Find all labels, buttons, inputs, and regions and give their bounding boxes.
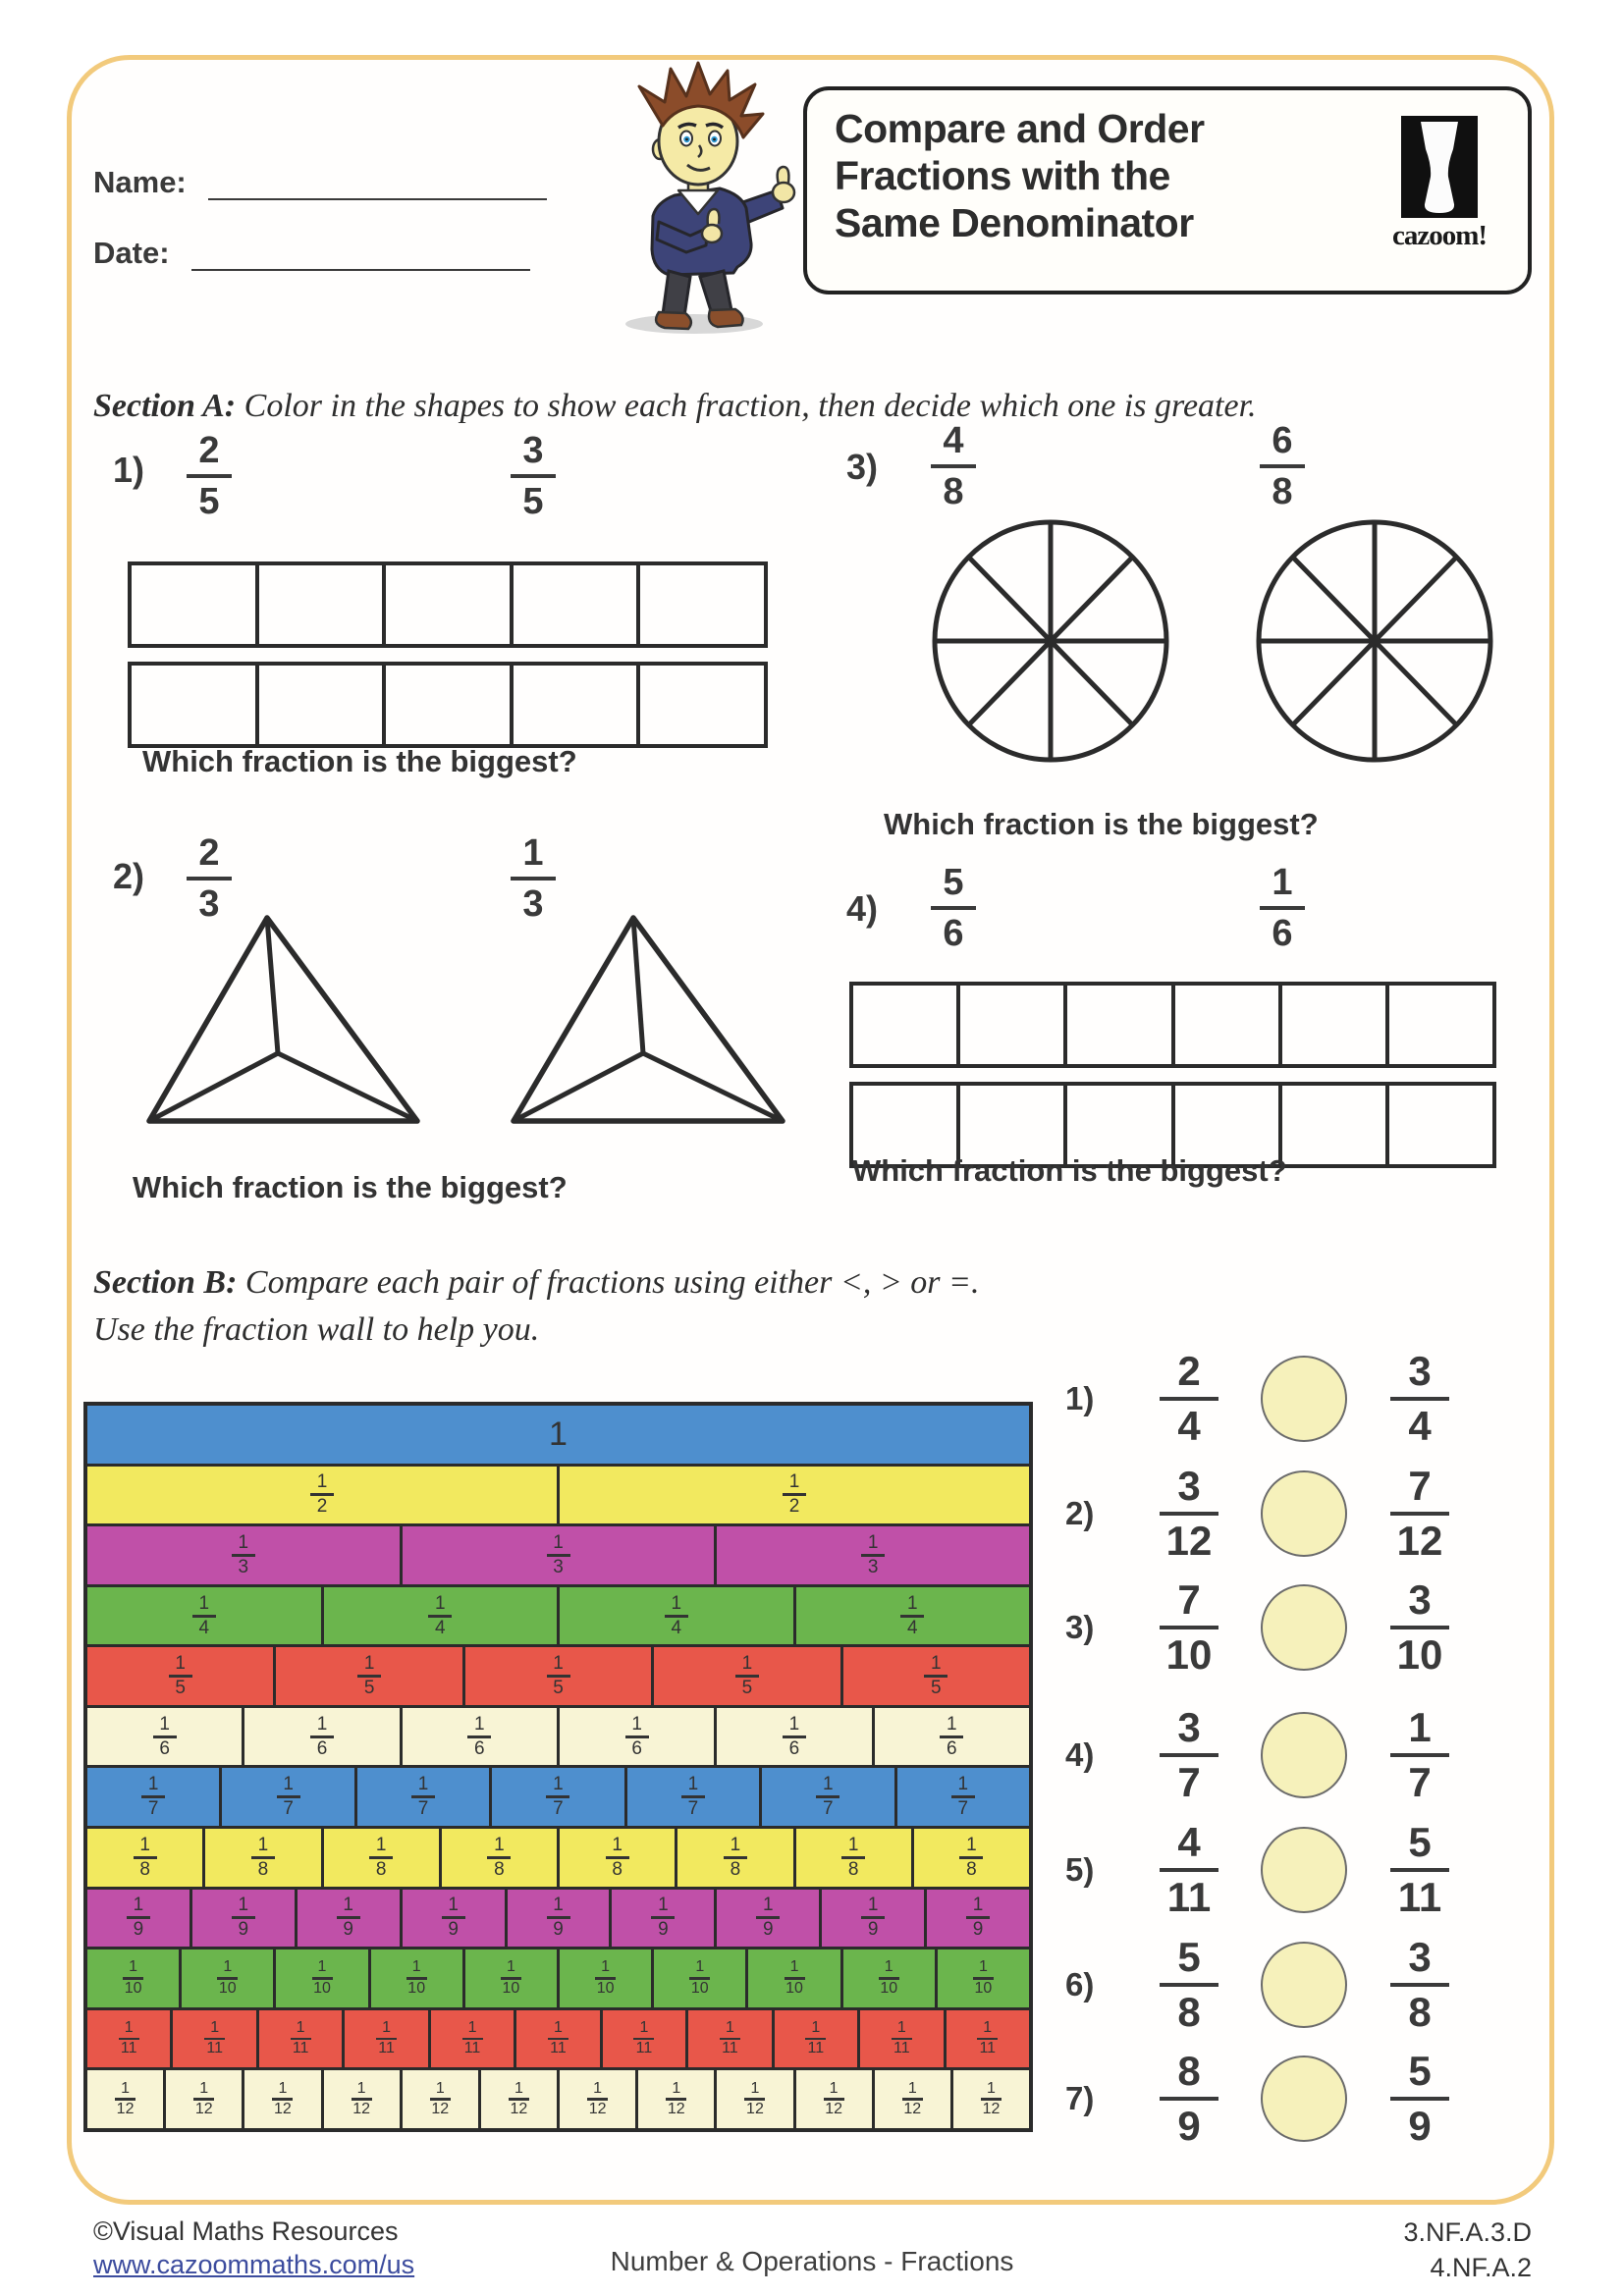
right-fraction: $\frac{5}{9}$ bbox=[1388, 2051, 1451, 2147]
wall-cell: 1 9 bbox=[609, 1890, 714, 1948]
bar-cell[interactable] bbox=[1282, 1086, 1389, 1164]
bar-cell[interactable] bbox=[386, 565, 514, 644]
problem-number: 2) bbox=[113, 856, 145, 896]
wall-cell: 1 8 bbox=[321, 1829, 439, 1887]
wall-row-1-5 bbox=[87, 1644, 1029, 1705]
problem-number: 6) bbox=[1065, 1966, 1095, 2002]
wall-cell: 1 11 bbox=[342, 2010, 427, 2068]
fraction-wall bbox=[83, 1402, 1033, 2132]
question-text: Which fraction is the biggest? bbox=[852, 1153, 1287, 1188]
wall-cell: 1 8 bbox=[557, 1829, 675, 1887]
wall-cell: 1 7 bbox=[894, 1768, 1029, 1826]
wall-row-1-8 bbox=[87, 1826, 1029, 1887]
wall-cell: 1 10 bbox=[179, 1949, 273, 2007]
wall-cell: 1 10 bbox=[462, 1949, 557, 2007]
right-fraction: $\frac{3}{4}$ bbox=[1388, 1351, 1451, 1447]
wall-cell: 1 bbox=[549, 1415, 568, 1453]
bar-cell[interactable] bbox=[259, 666, 387, 744]
wall-cell: 1 9 bbox=[87, 1890, 189, 1948]
answer-circle[interactable] bbox=[1261, 1712, 1347, 1798]
copyright-text: ©Visual Maths Resources bbox=[93, 2216, 399, 2246]
wall-cell: 1 12 bbox=[557, 2070, 635, 2128]
wall-cell: 1 11 bbox=[944, 2010, 1029, 2068]
wall-cell: 1 12 bbox=[793, 2070, 872, 2128]
wall-cell: 1 6 bbox=[557, 1708, 714, 1766]
problem-a2-shapes bbox=[128, 911, 835, 1132]
page-title: Compare and Order Fractions with the Same Denominator bbox=[835, 106, 1205, 245]
wall-cell: 1 8 bbox=[793, 1829, 911, 1887]
wall-cell: 1 9 bbox=[505, 1890, 610, 1948]
wall-cell: 1 5 bbox=[87, 1647, 273, 1705]
answer-circle[interactable] bbox=[1261, 1470, 1347, 1557]
wall-cell: 1 11 bbox=[428, 2010, 514, 2068]
wall-cell: 1 9 bbox=[189, 1890, 295, 1948]
wall-cell: 1 12 bbox=[116, 2079, 135, 2117]
wall-cell: 1 11 bbox=[256, 2010, 342, 2068]
problem-number: 1) bbox=[1065, 1380, 1095, 1416]
circle-8-parts[interactable] bbox=[935, 522, 1166, 760]
wall-cell: 1 4 bbox=[793, 1587, 1030, 1645]
wall-cell: 1 11 bbox=[772, 2010, 857, 2068]
compare-problem-2 bbox=[1065, 1463, 1488, 1565]
left-fraction: $\frac{2}{4}$ bbox=[1158, 1351, 1220, 1447]
wall-cell: 1 9 bbox=[819, 1890, 924, 1948]
circle-8-parts[interactable] bbox=[1259, 522, 1490, 760]
wall-cell: 1 10 bbox=[368, 1949, 462, 2007]
section-a-problem-1 bbox=[88, 432, 795, 795]
right-fraction: $\frac{3}{10}$ bbox=[1388, 1579, 1451, 1676]
compare-problem-5 bbox=[1065, 1819, 1488, 1921]
bar-cell[interactable] bbox=[853, 986, 960, 1064]
wall-cell: 1 7 bbox=[759, 1768, 893, 1826]
bar-cell[interactable] bbox=[1175, 986, 1282, 1064]
section-b-label: Section B: bbox=[93, 1264, 238, 1301]
wall-cell: 1 12 bbox=[872, 2070, 950, 2128]
problem-number: 4) bbox=[846, 888, 879, 929]
problem-number: 3) bbox=[846, 447, 879, 487]
wall-cell: 1 5 bbox=[462, 1647, 651, 1705]
wall-cell: 1 8 bbox=[202, 1829, 320, 1887]
left-fraction: 5 6 bbox=[931, 864, 976, 952]
right-fraction: 1 3 bbox=[511, 834, 556, 923]
wall-cell: 1 11 bbox=[857, 2010, 943, 2068]
bar-cell[interactable] bbox=[640, 666, 764, 744]
wall-cell: 1 11 bbox=[87, 2010, 170, 2068]
answer-circle[interactable] bbox=[1261, 1942, 1347, 2028]
compare-problem-4 bbox=[1065, 1704, 1488, 1806]
wall-cell: 1 8 bbox=[675, 1829, 792, 1887]
wall-cell: 1 9 bbox=[295, 1890, 400, 1948]
problem-a1-shapes bbox=[128, 561, 768, 762]
question-text: Which fraction is the biggest? bbox=[133, 1170, 568, 1204]
wall-cell: 1 3 bbox=[714, 1526, 1029, 1584]
problem-number: 1) bbox=[113, 450, 145, 490]
wall-row-1-6 bbox=[87, 1705, 1029, 1766]
section-a-instructions: Color in the shapes to show each fraction, then decide which one is greater. bbox=[236, 388, 1257, 424]
wall-cell: 1 10 bbox=[273, 1949, 367, 2007]
compare-problem-3 bbox=[1065, 1576, 1488, 1679]
cartoon-boy-icon bbox=[584, 57, 815, 337]
right-fraction: $\frac{5}{11}$ bbox=[1388, 1822, 1451, 1918]
wall-cell: 1 2 bbox=[557, 1467, 1029, 1524]
answer-circle[interactable] bbox=[1261, 1827, 1347, 1913]
wall-cell: 1 2 bbox=[87, 1467, 557, 1524]
wall-cell: 1 12 bbox=[321, 2070, 400, 2128]
question-text: Which fraction is the biggest? bbox=[884, 807, 1319, 841]
section-a-problem-2 bbox=[88, 834, 795, 1227]
left-fraction: $\frac{4}{11}$ bbox=[1158, 1822, 1220, 1918]
problem-number: 3) bbox=[1065, 1609, 1095, 1645]
left-fraction: $\frac{8}{9}$ bbox=[1158, 2051, 1220, 2147]
bar-cell[interactable] bbox=[514, 666, 641, 744]
title-box bbox=[803, 86, 1532, 294]
wall-cell: 1 5 bbox=[840, 1647, 1029, 1705]
bar-cell[interactable] bbox=[1175, 1086, 1282, 1164]
answer-circle[interactable] bbox=[1261, 1584, 1347, 1671]
wall-cell: 1 7 bbox=[489, 1768, 623, 1826]
wall-cell: 1 12 bbox=[400, 2070, 478, 2128]
wall-cell: 1 4 bbox=[321, 1587, 558, 1645]
fraction-bar bbox=[128, 561, 768, 648]
bar-cell[interactable] bbox=[1067, 1086, 1174, 1164]
wall-row-1-11 bbox=[87, 2007, 1029, 2068]
bar-cell[interactable] bbox=[1282, 986, 1389, 1064]
bar-cell[interactable] bbox=[259, 565, 387, 644]
bar-cell[interactable] bbox=[1389, 1086, 1492, 1164]
name-label: Name: bbox=[93, 165, 187, 199]
bar-cell[interactable] bbox=[640, 565, 764, 644]
bar-cell[interactable] bbox=[132, 565, 259, 644]
cazoom-vase-icon bbox=[1401, 116, 1478, 218]
wall-cell: 1 6 bbox=[872, 1708, 1029, 1766]
problem-number: 2) bbox=[1065, 1495, 1095, 1531]
wall-cell: 1 10 bbox=[935, 1949, 1029, 2007]
date-label: Date: bbox=[93, 236, 170, 270]
wall-cell: 1 12 bbox=[950, 2070, 1029, 2128]
bar-cell[interactable] bbox=[960, 1086, 1067, 1164]
wall-row-whole bbox=[87, 1406, 1029, 1464]
right-fraction: $\frac{3}{8}$ bbox=[1388, 1937, 1451, 2033]
triangle-3-parts[interactable] bbox=[514, 918, 783, 1121]
bar-cell[interactable] bbox=[1067, 986, 1174, 1064]
wall-cell: 1 11 bbox=[514, 2010, 599, 2068]
wall-cell: 1 5 bbox=[273, 1647, 461, 1705]
wall-row-1-9 bbox=[87, 1887, 1029, 1948]
wall-cell: 1 6 bbox=[714, 1708, 871, 1766]
wall-cell: 1 12 bbox=[478, 2070, 557, 2128]
wall-cell: 1 9 bbox=[924, 1890, 1029, 1948]
wall-cell: 1 8 bbox=[439, 1829, 557, 1887]
wall-row-1-10 bbox=[87, 1947, 1029, 2007]
bar-cell[interactable] bbox=[132, 666, 259, 744]
wall-row-1-7 bbox=[87, 1765, 1029, 1826]
wall-cell: 1 10 bbox=[557, 1949, 651, 2007]
wall-cell: 1 8 bbox=[911, 1829, 1029, 1887]
wall-row-1-3 bbox=[87, 1523, 1029, 1584]
problem-a3-shapes bbox=[864, 515, 1512, 767]
wall-cell: 1 7 bbox=[354, 1768, 489, 1826]
problem-a4-shapes bbox=[849, 982, 1496, 1182]
section-b-instructions: Compare each pair of fractions using either <, > or =. bbox=[237, 1264, 980, 1301]
section-a-label: Section A: bbox=[93, 388, 237, 424]
wall-cell: 1 10 bbox=[840, 1949, 935, 2007]
left-fraction: 2 3 bbox=[187, 834, 232, 923]
wall-cell: 1 10 bbox=[745, 1949, 839, 2007]
wall-cell: 1 4 bbox=[557, 1587, 793, 1645]
wall-cell: 1 12 bbox=[714, 2070, 792, 2128]
website-link[interactable]: www.cazoommaths.com/us bbox=[93, 2250, 415, 2279]
wall-cell: 1 6 bbox=[400, 1708, 557, 1766]
wall-row-1-2 bbox=[87, 1464, 1029, 1524]
section-b-heading bbox=[93, 1259, 979, 1355]
wall-cell: 1 11 bbox=[600, 2010, 685, 2068]
wall-cell: 1 3 bbox=[400, 1526, 715, 1584]
wall-cell: 1 12 bbox=[163, 2070, 242, 2128]
bar-cell[interactable] bbox=[1389, 986, 1492, 1064]
compare-problem-1 bbox=[1065, 1348, 1488, 1450]
date-input-line[interactable] bbox=[191, 236, 530, 271]
compare-problem-7 bbox=[1065, 2048, 1488, 2150]
wall-row-1-4 bbox=[87, 1584, 1029, 1645]
wall-row-1-12 bbox=[87, 2067, 1029, 2128]
cazoom-logo bbox=[1380, 116, 1498, 252]
wall-cell: 1 11 bbox=[685, 2010, 771, 2068]
bar-cell[interactable] bbox=[514, 565, 641, 644]
wall-cell: 1 9 bbox=[400, 1890, 505, 1948]
wall-cell: 1 4 bbox=[87, 1587, 321, 1645]
right-fraction: $\frac{1}{7}$ bbox=[1388, 1707, 1451, 1803]
date-row bbox=[93, 236, 530, 271]
wall-cell: 1 9 bbox=[714, 1890, 819, 1948]
problem-number: 5) bbox=[1065, 1851, 1095, 1888]
right-fraction: 1 6 bbox=[1260, 864, 1305, 952]
answer-circle[interactable] bbox=[1261, 2056, 1347, 2142]
left-fraction: 4 8 bbox=[931, 422, 976, 510]
question-text: Which fraction is the biggest? bbox=[142, 744, 577, 778]
compare-problem-6 bbox=[1065, 1934, 1488, 2036]
footer-topic: Number & Operations - Fractions bbox=[610, 2246, 1014, 2276]
left-fraction: $\frac{3}{12}$ bbox=[1158, 1466, 1220, 1562]
wall-cell: 1 12 bbox=[242, 2070, 320, 2128]
section-a-problem-4 bbox=[825, 864, 1534, 1198]
left-fraction: $\frac{5}{8}$ bbox=[1158, 1937, 1220, 2033]
wall-cell: 1 5 bbox=[651, 1647, 839, 1705]
wall-cell: 1 7 bbox=[219, 1768, 353, 1826]
left-fraction: $\frac{3}{7}$ bbox=[1158, 1707, 1220, 1803]
bar-cell[interactable] bbox=[386, 666, 514, 744]
standards-codes: 3.NF.A.3.D 4.NF.A.2 bbox=[1403, 2217, 1532, 2283]
wall-cell: 1 6 bbox=[242, 1708, 399, 1766]
right-fraction: 3 5 bbox=[511, 432, 556, 520]
wall-cell: 1 7 bbox=[87, 1768, 219, 1826]
wall-cell: 1 11 bbox=[170, 2010, 255, 2068]
right-fraction: $\frac{7}{12}$ bbox=[1388, 1466, 1451, 1562]
problem-number: 7) bbox=[1065, 2080, 1095, 2116]
bar-cell[interactable] bbox=[960, 986, 1067, 1064]
wall-cell: 1 3 bbox=[87, 1526, 400, 1584]
wall-cell: 1 8 bbox=[87, 1829, 202, 1887]
problem-number: 4) bbox=[1065, 1736, 1095, 1773]
wall-cell: 1 12 bbox=[635, 2070, 714, 2128]
left-fraction: 2 5 bbox=[187, 432, 232, 520]
right-fraction: 6 8 bbox=[1260, 422, 1305, 510]
wall-cell: 1 7 bbox=[624, 1768, 759, 1826]
wall-cell: 1 10 bbox=[124, 1958, 142, 1997]
wall-cell: 1 6 bbox=[87, 1708, 242, 1766]
bar-cell[interactable] bbox=[853, 1086, 960, 1164]
name-input-line[interactable] bbox=[208, 165, 547, 200]
wall-cell: 1 10 bbox=[651, 1949, 745, 2007]
triangle-3-parts[interactable] bbox=[149, 918, 417, 1121]
section-b-instructions-2: Use the fraction wall to help you. bbox=[93, 1311, 540, 1349]
section-a-problem-3 bbox=[825, 422, 1534, 844]
cazoom-logo-text: cazoom! bbox=[1391, 220, 1488, 251]
fraction-bar bbox=[128, 662, 768, 748]
fraction-bar bbox=[849, 982, 1496, 1068]
answer-circle[interactable] bbox=[1261, 1356, 1347, 1442]
left-fraction: $\frac{7}{10}$ bbox=[1158, 1579, 1220, 1676]
name-row bbox=[93, 165, 547, 200]
